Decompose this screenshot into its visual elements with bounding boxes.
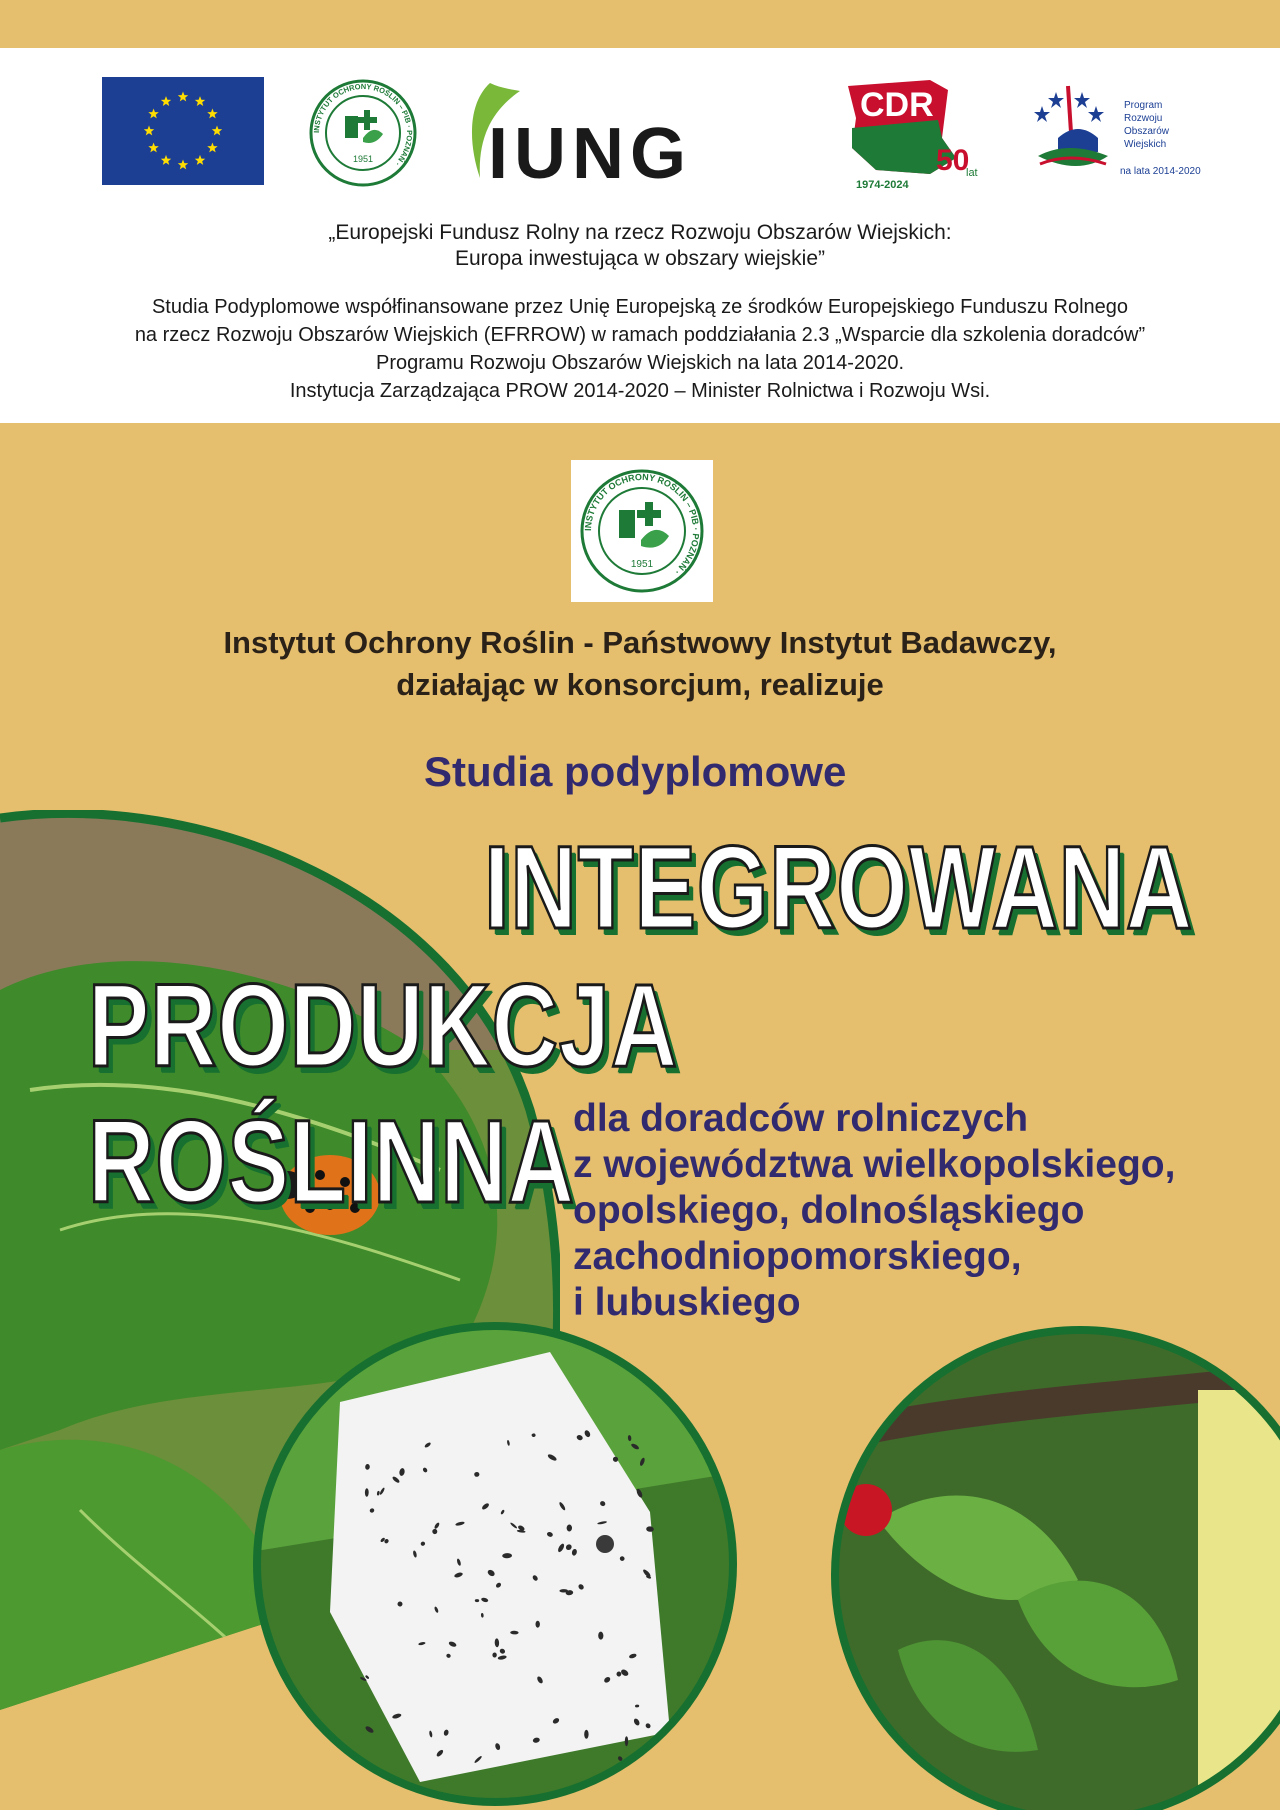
eu-star-icon — [207, 143, 218, 153]
title-line-1: INTEGROWANA — [484, 822, 1194, 954]
eafrd-line-2: Europa inwestująca w obszary wiejskie” — [455, 247, 825, 270]
institute-line-1: Instytut Ochrony Roślin - Państwowy Instytut Badawczy, — [223, 625, 1057, 660]
insect-icon — [584, 1730, 588, 1739]
eu-star-icon — [207, 109, 218, 119]
info-line-1: Studia Podyplomowe współfinansowane przez Unię Europejską ze środków Europejskiego Funduszu Rolnego — [151, 296, 1129, 318]
audience-line-4: zachodniopomorskiego, — [573, 1235, 1022, 1278]
iung-logo — [460, 73, 795, 193]
iorpib-ring-text: INSTYTUT OCHRONY ROŚLIN – PIB · POZNAŃ · — [311, 81, 415, 169]
prow-line2: Rozwoju — [1124, 113, 1163, 124]
prow-line1: Program — [1124, 100, 1163, 111]
iorpib-logo — [308, 78, 418, 188]
sticky-trap-with-insects-photo — [250, 1312, 740, 1810]
info-line-4: Instytucja Zarządzająca PROW 2014-2020 – Minister Rolnictwa i Rozwoju Wsi. — [289, 380, 991, 402]
eu-star-icon — [148, 143, 159, 153]
eu-star-icon — [161, 155, 171, 165]
eu-star-icon — [195, 155, 205, 165]
top-band — [0, 0, 1280, 48]
eu-star-icon — [178, 160, 188, 170]
iorpib-emblem-large — [571, 460, 713, 602]
sponsor-header — [0, 48, 1280, 423]
cdr-anniversary: 50 — [936, 144, 970, 177]
iung-text: IUNG — [488, 114, 692, 193]
audience-line-5: i lubuskiego — [573, 1281, 801, 1324]
eu-star-icon — [212, 126, 222, 136]
insect-icon — [536, 1621, 540, 1628]
insect-icon — [625, 1736, 628, 1746]
eu-star-icon — [178, 92, 188, 102]
eu-star-icon — [148, 109, 159, 119]
info-line-3: Programu Rozwoju Obszarów Wiejskich na lata 2014-2020. — [375, 352, 905, 374]
eu-star-icon — [144, 126, 154, 136]
cherry-branch-with-yellow-trap-photo — [818, 1320, 1280, 1810]
title-line-2: PRODUKCJA ROŚLINNA — [88, 960, 675, 1228]
eu-flag-logo — [102, 77, 264, 185]
eu-star-icon — [195, 96, 205, 106]
subtitle: Studia podyplomowe — [424, 748, 847, 795]
eu-star-icon — [161, 96, 171, 106]
prow-line5: na lata 2014-2020 — [1120, 166, 1201, 177]
prow-line4: Wiejskich — [1124, 139, 1167, 150]
eu-stars-icon — [102, 77, 264, 185]
institute-line-2: działając w konsorcjum, realizuje — [396, 667, 884, 702]
cdr-logo — [838, 78, 990, 190]
audience-line-1: dla doradców rolniczych — [573, 1097, 1029, 1140]
iorpib-large-ring-text: INSTYTUT OCHRONY ROŚLIN – PIB · POZNAŃ · — [582, 471, 702, 577]
audience-line-3: opolskiego, dolnośląskiego — [573, 1189, 1085, 1232]
cdr-text: CDR — [860, 86, 934, 124]
cdr-years: 1974-2024 — [856, 179, 909, 190]
audience-line-2: z województwa wielkopolskiego, — [573, 1143, 1176, 1186]
cdr-lat: lat — [966, 167, 978, 179]
iorpib-year: 1951 — [352, 154, 374, 164]
prow-logo — [1028, 78, 1208, 190]
prow-line3: Obszarów — [1124, 126, 1170, 137]
eafrd-line-1: „Europejski Fundusz Rolny na rzecz Rozwoju Obszarów Wiejskich: — [328, 221, 952, 244]
iorpib-large-year: 1951 — [630, 559, 654, 570]
info-line-2: na rzecz Rozwoju Obszarów Wiejskich (EFRROW) w ramach poddziałania 2.3 „Wsparcie dla szkolenia doradców” — [134, 324, 1146, 346]
